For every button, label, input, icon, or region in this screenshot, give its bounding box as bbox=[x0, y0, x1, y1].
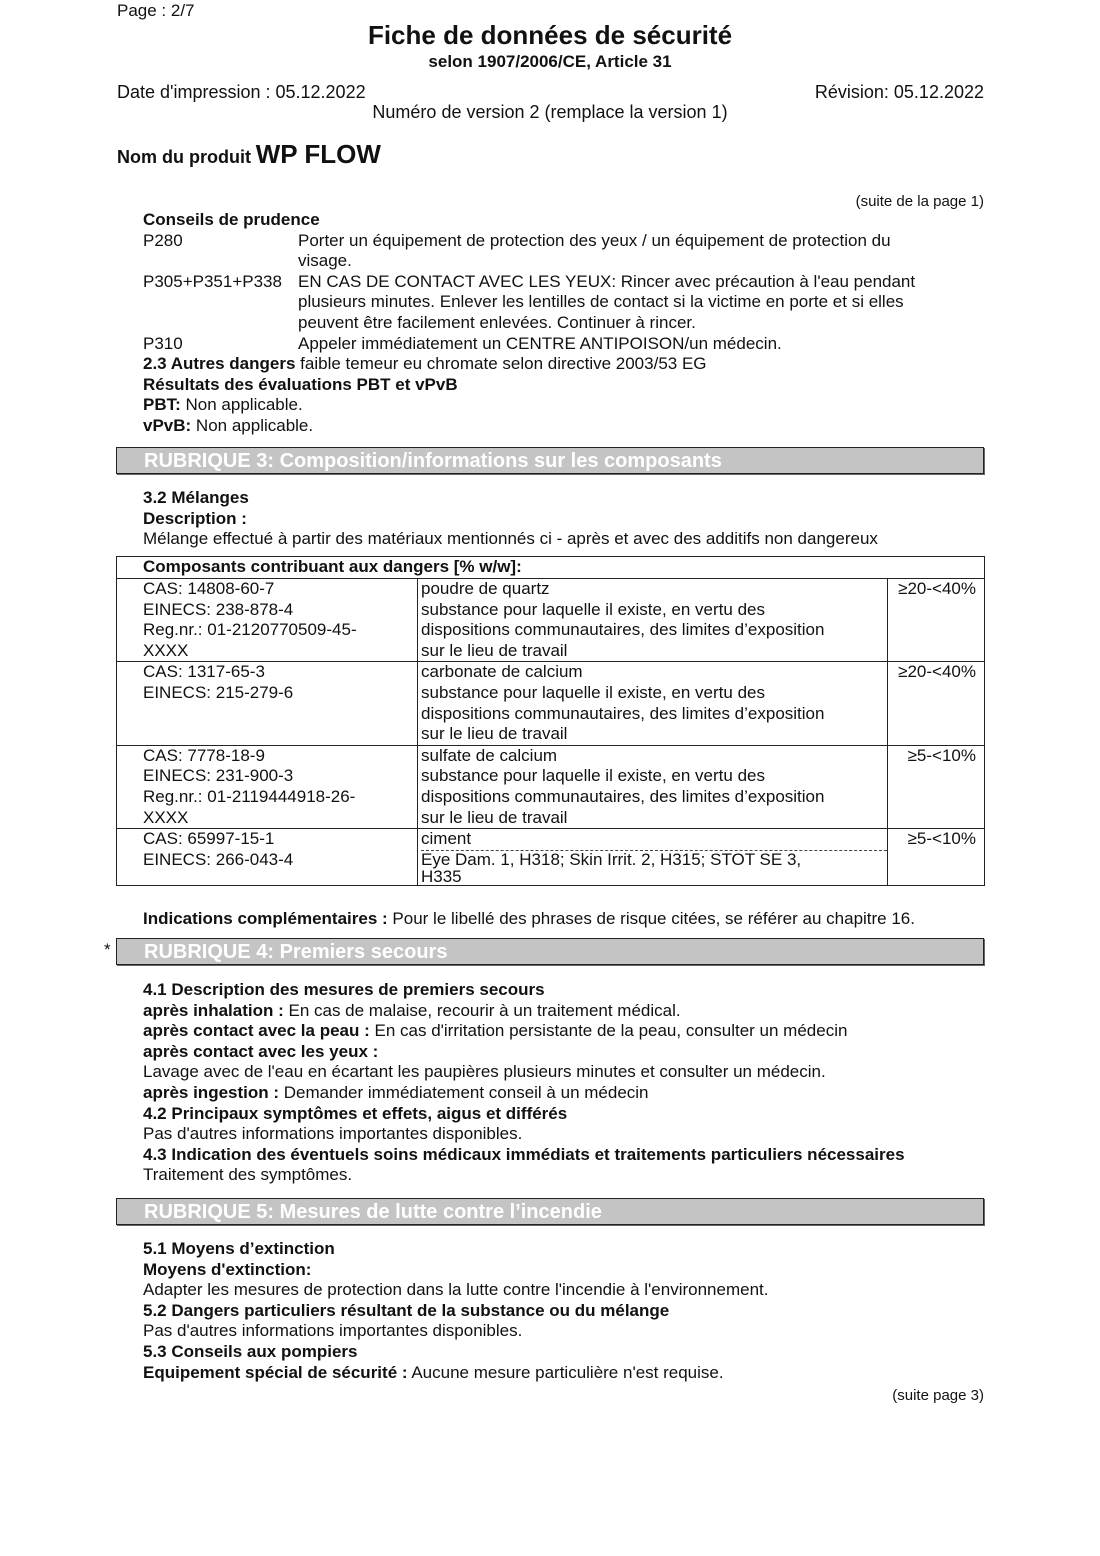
other-hazards-text: faible temeur eu chromate selon directive 2003/53 EG bbox=[300, 354, 707, 374]
component-desc-line: substance pour laquelle il existe, en vertu des bbox=[421, 599, 765, 619]
table-row bbox=[117, 745, 985, 828]
equipment-text: Aucune mesure particulière n'est requise. bbox=[411, 1362, 724, 1382]
component-desc-line: substance pour laquelle il existe, en vertu des bbox=[421, 766, 765, 786]
component-desc-line: sur le lieu de travail bbox=[421, 724, 568, 744]
section-4-2-text: Pas d'autres informations importantes disponibles. bbox=[143, 1124, 523, 1144]
description-text: Mélange effectué à partir des matériaux mentionnés ci - après et avec des additifs non dangereux bbox=[143, 529, 878, 549]
continued-from-note: (suite de la page 1) bbox=[855, 193, 984, 210]
revision-marker: * bbox=[104, 940, 111, 959]
precaution-text bbox=[298, 272, 915, 334]
extinction-means-text: Adapter les mesures de protection dans la lutte contre l'incendie à l'environnement. bbox=[143, 1280, 769, 1300]
einecs-number: EINECS: 238-878-4 bbox=[143, 599, 294, 619]
table-row bbox=[117, 579, 985, 662]
eyes-label: après contact avec les yeux : bbox=[143, 1041, 379, 1061]
component-description bbox=[418, 745, 888, 828]
reg-number-suffix: XXXX bbox=[143, 640, 189, 660]
skin-label: après contact avec la peau : bbox=[143, 1021, 370, 1041]
component-percentage: ≥20-<40% bbox=[888, 579, 985, 662]
inhalation-line bbox=[143, 1001, 985, 1022]
einecs-number: EINECS: 266-043-4 bbox=[143, 849, 294, 869]
skin-line bbox=[143, 1021, 985, 1042]
additional-info bbox=[143, 909, 1003, 930]
section-4-2-heading: 4.2 Principaux symptômes et effets, aigus et différés bbox=[143, 1103, 568, 1123]
additional-info-text: Pour le libellé des phrases de risque citées, se référer au chapitre 16. bbox=[392, 909, 915, 928]
revision-date: Révision: 05.12.2022 bbox=[814, 82, 984, 102]
component-description bbox=[418, 662, 888, 745]
component-desc-line: sur le lieu de travail bbox=[421, 640, 568, 660]
einecs-number: EINECS: 215-279-6 bbox=[143, 682, 294, 702]
component-identifiers bbox=[117, 662, 418, 745]
section-4-1-heading: 4.1 Description des mesures de premiers secours bbox=[143, 980, 545, 999]
hazard-classification: H335 bbox=[421, 866, 462, 886]
ingestion-label: après ingestion : bbox=[143, 1082, 280, 1102]
document-subtitle: selon 1907/2006/CE, Article 31 bbox=[428, 52, 672, 71]
precaution-text: Appeler immédiatement un CENTRE ANTIPOISON/un médecin. bbox=[298, 333, 782, 353]
component-desc-line: sur le lieu de travail bbox=[421, 807, 568, 827]
section-5-3-heading: 5.3 Conseils aux pompiers bbox=[143, 1341, 358, 1361]
cas-number: CAS: 1317-65-3 bbox=[143, 662, 265, 682]
table-header-row bbox=[117, 557, 985, 579]
section-5-2-text: Pas d'autres informations importantes disponibles. bbox=[143, 1321, 523, 1341]
cas-number: CAS: 65997-15-1 bbox=[143, 829, 275, 849]
precaution-code: P310 bbox=[143, 333, 183, 353]
reg-number: Reg.nr.: 01-2119444918-26- bbox=[143, 786, 356, 806]
pbt-value: Non applicable. bbox=[185, 395, 303, 415]
pbt-heading: Résultats des évaluations PBT et vPvB bbox=[143, 374, 458, 394]
precaution-item bbox=[143, 272, 985, 334]
vpvb-value: Non applicable. bbox=[195, 415, 314, 435]
table-row bbox=[117, 662, 985, 745]
ingestion-text: Demander immédiatement conseil à un médecin bbox=[283, 1082, 649, 1102]
section-4-3-text: Traitement des symptômes. bbox=[143, 1165, 353, 1185]
component-description bbox=[418, 829, 888, 886]
precaution-text-line: visage. bbox=[298, 251, 352, 271]
precaution-text-line: plusieurs minutes. Enlever les lentilles de contact si la victime en porte et si elles bbox=[298, 292, 904, 312]
section-3-intro bbox=[143, 488, 985, 550]
table-header: Composants contribuant aux dangers [% w/w]: bbox=[117, 557, 985, 579]
section-5-content bbox=[143, 1239, 985, 1383]
precaution-item bbox=[143, 334, 985, 355]
components-table bbox=[116, 556, 985, 886]
product-label: Nom du produit bbox=[117, 147, 251, 167]
precaution-text-line: EN CAS DE CONTACT AVEC LES YEUX: Rincer avec précaution à l'eau pendant bbox=[298, 271, 916, 291]
product-name: WP FLOW bbox=[255, 139, 381, 169]
extinction-means-label: Moyens d'extinction: bbox=[143, 1259, 312, 1279]
precaution-code: P305+P351+P338 bbox=[143, 271, 282, 291]
additional-info-label: Indications complémentaires : bbox=[143, 909, 388, 928]
table-row bbox=[117, 829, 985, 886]
precaution-text-line: peuvent être facilement enlevées. Continuer à rincer. bbox=[298, 312, 696, 332]
inhalation-text: En cas de malaise, recourir à un traitement médical. bbox=[288, 1000, 681, 1020]
section-5-1-heading: 5.1 Moyens d’extinction bbox=[143, 1239, 335, 1258]
precaution-text bbox=[298, 231, 891, 272]
cas-number: CAS: 7778-18-9 bbox=[143, 745, 265, 765]
section-4-3-heading: 4.3 Indication des éventuels soins médicaux immédiats et traitements particuliers nécessaires bbox=[143, 1144, 905, 1164]
component-name: poudre de quartz bbox=[421, 579, 550, 598]
component-percentage: ≥5-<10% bbox=[888, 829, 985, 886]
page-number: Page : 2/7 bbox=[117, 1, 195, 20]
component-description bbox=[418, 579, 888, 662]
mixtures-heading: 3.2 Mélanges bbox=[143, 488, 249, 507]
pbt-label: PBT: bbox=[143, 395, 181, 415]
component-desc-line: dispositions communautaires, des limites d’exposition bbox=[421, 620, 825, 640]
precautions-heading: Conseils de prudence bbox=[143, 210, 320, 229]
vpvb-line bbox=[143, 416, 985, 437]
component-identifiers bbox=[117, 579, 418, 662]
description-label: Description : bbox=[143, 508, 247, 528]
component-identifiers bbox=[117, 745, 418, 828]
component-desc-line: substance pour laquelle il existe, en vertu des bbox=[421, 682, 765, 702]
component-name: sulfate de calcium bbox=[421, 745, 558, 765]
continued-to-note: (suite page 3) bbox=[892, 1387, 984, 1404]
inhalation-label: après inhalation : bbox=[143, 1000, 284, 1020]
component-desc-line: dispositions communautaires, des limites d’exposition bbox=[421, 786, 825, 806]
section-5-2-heading: 5.2 Dangers particuliers résultant de la substance ou du mélange bbox=[143, 1300, 670, 1320]
precautions-block bbox=[143, 210, 985, 437]
skin-text: En cas d'irritation persistante de la peau, consulter un médecin bbox=[374, 1021, 848, 1041]
equipment-label: Equipement spécial de sécurité : bbox=[143, 1362, 408, 1382]
pbt-line bbox=[143, 395, 985, 416]
cas-number: CAS: 14808-60-7 bbox=[143, 579, 275, 598]
vpvb-label: vPvB: bbox=[143, 415, 192, 435]
component-name: carbonate de calcium bbox=[421, 662, 583, 682]
ingestion-line bbox=[143, 1083, 985, 1104]
component-identifiers bbox=[117, 829, 418, 886]
other-hazards-label: 2.3 Autres dangers bbox=[143, 354, 296, 374]
section-4-bar: RUBRIQUE 4: Premiers secours bbox=[116, 938, 984, 965]
component-desc-line: dispositions communautaires, des limites d’exposition bbox=[421, 703, 825, 723]
product-name-line bbox=[117, 139, 381, 169]
section-5-bar: RUBRIQUE 5: Mesures de lutte contre l’incendie bbox=[116, 1198, 984, 1225]
component-percentage: ≥5-<10% bbox=[888, 745, 985, 828]
section-3-bar: RUBRIQUE 3: Composition/informations sur les composants bbox=[116, 447, 984, 474]
print-date: Date d'impression : 05.12.2022 bbox=[117, 82, 366, 102]
einecs-number: EINECS: 231-900-3 bbox=[143, 766, 294, 786]
document-title: Fiche de données de sécurité bbox=[367, 20, 733, 50]
precaution-text-line: Porter un équipement de protection des yeux / un équipement de protection du bbox=[298, 230, 891, 250]
version-number: Numéro de version 2 (remplace la version 1) bbox=[372, 102, 728, 122]
eyes-text: Lavage avec de l'eau en écartant les paupières plusieurs minutes et consulter un médecin. bbox=[143, 1062, 826, 1082]
reg-number: Reg.nr.: 01-2120770509-45- bbox=[143, 620, 357, 640]
section-4-content bbox=[143, 980, 985, 1186]
precaution-code: P280 bbox=[143, 230, 183, 250]
precaution-item bbox=[143, 231, 985, 272]
hazard-classification: Eye Dam. 1, H318; Skin Irrit. 2, H315; STOT SE 3, bbox=[421, 849, 802, 869]
reg-number-suffix: XXXX bbox=[143, 807, 189, 827]
component-percentage: ≥20-<40% bbox=[888, 662, 985, 745]
other-hazards-line bbox=[143, 354, 985, 375]
component-name: ciment bbox=[421, 829, 887, 851]
equipment-line bbox=[143, 1363, 985, 1384]
